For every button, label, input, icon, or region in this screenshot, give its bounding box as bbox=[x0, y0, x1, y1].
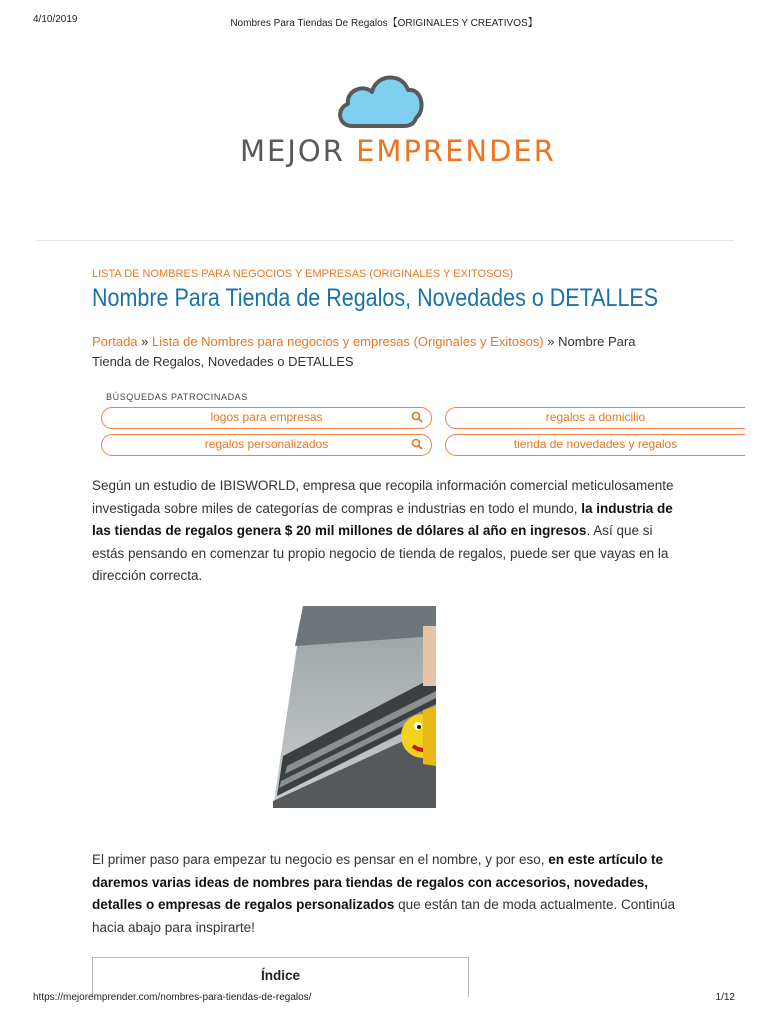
table-of-contents[interactable] bbox=[92, 957, 469, 997]
body-text-end: que están tan de moda actualmente. Continúa hacia abajo para inspirarte! bbox=[92, 897, 676, 935]
toc-title: Índice bbox=[260, 968, 300, 983]
sponsored-search-label: regalos a domicilio bbox=[545, 410, 646, 424]
search-icon bbox=[411, 438, 423, 450]
sponsored-search-button[interactable] bbox=[445, 407, 745, 429]
body-paragraph bbox=[92, 849, 682, 939]
breadcrumb-section[interactable]: Lista de Nombres para negocios y empresas (Originales y Exitosos) bbox=[152, 334, 544, 349]
breadcrumb bbox=[92, 332, 672, 372]
breadcrumb-home[interactable]: Portada bbox=[92, 334, 138, 349]
sponsored-search-label: tienda de novedades y regalos bbox=[513, 437, 678, 451]
header-divider bbox=[36, 240, 734, 241]
logo-word-mejor: MEJOR bbox=[240, 134, 345, 168]
breadcrumb-current: Nombre Para Tienda de Regalos, Novedades o DETALLES bbox=[92, 334, 636, 369]
breadcrumb-sep: » bbox=[137, 334, 153, 349]
sponsored-search-button[interactable] bbox=[445, 434, 745, 456]
body-text: El primer paso para empezar tu negocio es pensar en el nombre, y por eso, bbox=[92, 852, 549, 867]
sponsored-search-label: regalos personalizados bbox=[204, 437, 329, 451]
print-title: Nombres Para Tiendas De Regalos【ORIGINALES Y CREATIVOS】 bbox=[230, 18, 538, 29]
sponsored-search-button[interactable] bbox=[101, 434, 432, 456]
logo-wordmark bbox=[240, 134, 556, 168]
site-logo[interactable] bbox=[240, 66, 556, 176]
page-title: Nombre Para Tienda de Regalos, Novedades o DETALLES bbox=[92, 284, 659, 312]
breadcrumb-sep: » bbox=[543, 334, 559, 349]
print-date: 4/10/2019 bbox=[33, 14, 78, 25]
sponsored-label: BÚSQUEDAS PATROCINADAS bbox=[106, 392, 248, 402]
article-image bbox=[273, 606, 436, 808]
intro-text: Según un estudio de IBISWORLD, empresa que recopila información comercial meticulosamente investigada sobre miles de categorías de compras e industrias en todo el mundo, bbox=[92, 478, 674, 516]
cloud-icon bbox=[332, 66, 428, 136]
sponsored-search-button[interactable] bbox=[101, 407, 432, 429]
logo-word-emprender: EMPRENDER bbox=[356, 134, 556, 168]
intro-bold: la industria de las tiendas de regalos genera $ 20 mil millones de dólares al año en ingresos bbox=[92, 500, 673, 538]
search-icon bbox=[411, 411, 423, 423]
category-link[interactable]: LISTA DE NOMBRES PARA NEGOCIOS Y EMPRESAS (ORIGINALES Y EXITOSOS) bbox=[92, 268, 513, 280]
sponsored-search-label: logos para empresas bbox=[210, 410, 323, 424]
intro-text-end: . Así que si estás pensando en comenzar tu propio negocio de tienda de regalos, puede ser que vayas en la dirección correcta. bbox=[92, 523, 669, 583]
intro-paragraph bbox=[92, 475, 682, 588]
print-url: https://mejoremprender.com/nombres-para-tiendas-de-regalos/ bbox=[33, 992, 312, 1003]
body-bold: en este artículo te daremos varias ideas de nombres para tiendas de regalos con accesorios, novedades, detalles o empresas de regalos personalizados bbox=[92, 852, 664, 912]
page-number: 1/12 bbox=[715, 992, 735, 1003]
